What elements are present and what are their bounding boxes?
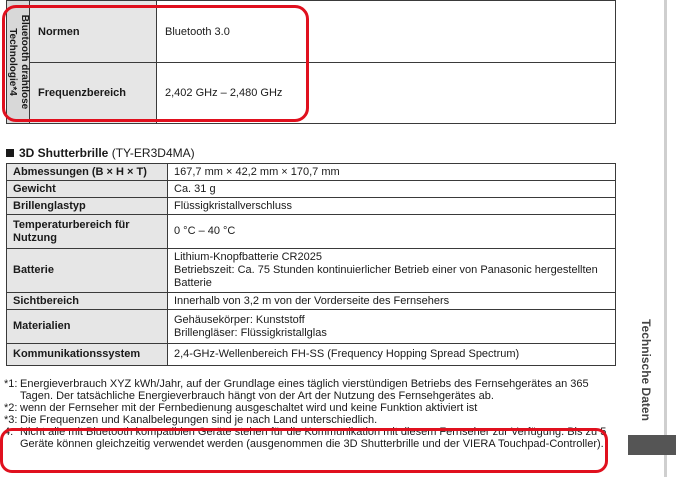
spec-value-lens-type: Flüssigkristallverschluss bbox=[168, 198, 616, 215]
shutter-model: (TY-ER3D4MA) bbox=[111, 146, 195, 160]
shutter-section-title bbox=[6, 146, 195, 160]
bt-row-value-frequency: 2,402 GHz – 2,480 GHz bbox=[157, 63, 616, 124]
spec-label-dimensions: Abmessungen (B × H × T) bbox=[7, 164, 168, 181]
spec-label-weight: Gewicht bbox=[7, 181, 168, 198]
spec-label-viewing-range: Sichtbereich bbox=[7, 293, 168, 310]
bluetooth-vertical-label-cell bbox=[7, 1, 30, 124]
footnote-text: Nicht alle mit Bluetooth kompatiblen Geräte stehen für die Kommunikation mit diesem Fernseher zur Verfügung. Bis zu 5 Geräte können gleichzeitig verwendet werden (ausgenommen die 3D Shutterbrille und der VIERA Touchpad-Controller). bbox=[20, 426, 607, 450]
spec-label-communication: Kommunikationssystem bbox=[7, 344, 168, 366]
spec-label-battery: Batterie bbox=[7, 249, 168, 293]
side-tab-label: Technische Daten bbox=[639, 319, 653, 421]
shutter-spec-table bbox=[6, 163, 616, 366]
spec-value-battery: Lithium-Knopfbatterie CR2025 Betriebszeit: Ca. 75 Stunden kontinuierlicher Betrieb einer von Panasonic hergestellten Batterie bbox=[168, 249, 616, 293]
footnote-text: wenn der Fernseher mit der Fernbedienung ausgeschaltet wird und keine Funktion aktiviert ist bbox=[20, 402, 478, 414]
footnote-mark: *2: bbox=[4, 402, 18, 414]
bluetooth-spec-table bbox=[6, 0, 616, 124]
spec-value-temperature: 0 °C – 40 °C bbox=[168, 215, 616, 249]
spec-value-materials: Gehäusekörper: Kunststoff Brillengläser: Flüssigkristallglas bbox=[168, 310, 616, 344]
footnote-4 bbox=[4, 426, 612, 450]
bt-row-value-standards: Bluetooth 3.0 bbox=[157, 1, 616, 63]
spec-label-lens-type: Brillenglastyp bbox=[7, 198, 168, 215]
bluetooth-vertical-label: Bluetooth drahtlose Technologie*4 bbox=[7, 14, 30, 110]
footnote-text: Energieverbrauch XYZ kWh/Jahr, auf der Grundlage eines täglich vierstündigen Betriebs des Fernsehgerätes an 365 Tagen. Der tatsächliche Energieverbrauch hängt von der Art der Nutzung des Fernsehgerätes ab. bbox=[20, 378, 589, 402]
footnote-1 bbox=[4, 378, 612, 402]
bt-row-label-frequency: Frequenzbereich bbox=[30, 63, 157, 124]
spec-label-materials: Materialien bbox=[7, 310, 168, 344]
shutter-title: 3D Shutterbrille bbox=[19, 146, 109, 160]
footnotes bbox=[4, 378, 612, 450]
square-bullet-icon bbox=[6, 149, 14, 157]
bt-row-label-standards: Normen bbox=[30, 1, 157, 63]
spec-value-dimensions: 167,7 mm × 42,2 mm × 170,7 mm bbox=[168, 164, 616, 181]
footnote-mark: 4: bbox=[4, 426, 14, 438]
footnote-mark: *1: bbox=[4, 378, 18, 390]
footnote-mark: *3: bbox=[4, 414, 18, 426]
side-tab-marker bbox=[628, 435, 676, 455]
footnote-3 bbox=[4, 414, 612, 426]
footnote-text: Die Frequenzen und Kanalbelegungen sind je nach Land unterschiedlich. bbox=[20, 414, 378, 426]
spec-value-viewing-range: Innerhalb von 3,2 m von der Vorderseite des Fernsehers bbox=[168, 293, 616, 310]
spec-value-weight: Ca. 31 g bbox=[168, 181, 616, 198]
spec-label-temperature: Temperaturbereich für Nutzung bbox=[7, 215, 168, 249]
side-tab bbox=[616, 310, 676, 430]
footnote-2 bbox=[4, 402, 612, 414]
spec-value-communication: 2,4-GHz-Wellenbereich FH-SS (Frequency Hopping Spread Spectrum) bbox=[168, 344, 616, 366]
